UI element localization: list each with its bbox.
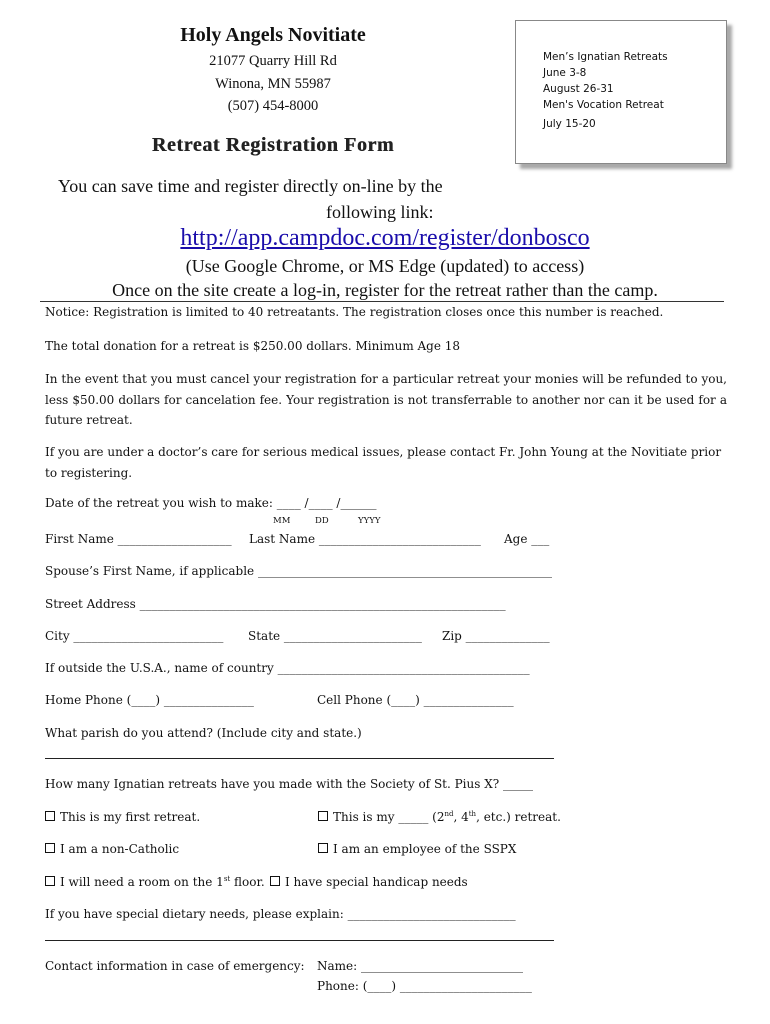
address-line-1: 21077 Quarry Hill Rd	[209, 53, 337, 69]
sspx-employee-label: I am an employee of the SSPX	[333, 842, 517, 856]
sspx-employee-option[interactable]	[318, 842, 516, 856]
dietary-answer-line[interactable]	[45, 940, 554, 941]
box-line-retreat-type: Men’s Ignatian Retreats	[543, 51, 668, 63]
country-field[interactable]: If outside the U.S.A., name of country __________________________________________	[45, 661, 530, 675]
handicap-needs-option[interactable]	[270, 875, 468, 889]
parish-answer-line[interactable]	[45, 758, 554, 759]
parish-question: What parish do you attend? (Include city and state.)	[45, 726, 362, 740]
site-instructions: Once on the site create a log-in, register for the retreat rather than the camp.	[112, 280, 658, 300]
spouse-name-field[interactable]: Spouse’s First Name, if applicable _________________________________________________	[45, 564, 552, 578]
first-floor-room-option[interactable]	[45, 875, 265, 889]
notice-medical: If you are under a doctor’s care for serious medical issues, please contact Fr. John Young at the Novitiate prior to registering.	[45, 445, 722, 480]
home-phone-field[interactable]: Home Phone (____) _______________	[45, 693, 254, 707]
checkbox-icon[interactable]	[318, 843, 328, 853]
emergency-contact-label: Contact information in case of emergency:	[45, 959, 305, 973]
emergency-name-field[interactable]: Name: ___________________________	[317, 959, 523, 973]
first-retreat-option[interactable]	[45, 810, 200, 824]
emergency-phone-field[interactable]: Phone: (____) ______________________	[317, 979, 532, 993]
cell-phone-field[interactable]: Cell Phone (____) _______________	[317, 693, 514, 707]
checkbox-icon[interactable]	[45, 811, 55, 821]
checkbox-icon[interactable]	[270, 876, 280, 886]
notice-cancellation: In the event that you must cancel your registration for a particular retreat your monies will be refunded to you, less $50.00 dollars for cancelation fee. Your registration is not transferrable to another nor can it be used for a future retreat.	[45, 372, 727, 427]
box-line-june-date: June 3-8	[543, 67, 587, 79]
first-retreat-label: This is my first retreat.	[60, 810, 201, 824]
intro-line-2: following link:	[326, 202, 434, 222]
notice-donation: The total donation for a retreat is $250.00 dollars. Minimum Age 18	[45, 339, 461, 353]
organization-name: Holy Angels Novitiate	[180, 24, 366, 46]
nth-retreat-label: This is my _____ (2nd, 4th, etc.) retreat.	[333, 810, 561, 824]
state-field[interactable]: State _______________________	[248, 629, 422, 643]
zip-field[interactable]: Zip ______________	[442, 629, 550, 643]
intro-line-1: You can save time and register directly on-line by the	[58, 176, 443, 196]
month-hint: MM	[273, 516, 291, 526]
checkbox-icon[interactable]	[318, 811, 328, 821]
day-hint: DD	[315, 516, 329, 526]
retreat-dates-box	[515, 20, 727, 164]
city-field[interactable]: City _________________________	[45, 629, 224, 643]
first-name-field[interactable]: First Name ___________________	[45, 532, 232, 546]
checkbox-icon[interactable]	[45, 843, 55, 853]
street-address-field[interactable]: Street Address _____________________________________________________________	[45, 597, 506, 611]
dietary-needs-field[interactable]: If you have special dietary needs, please explain: ____________________________	[45, 907, 516, 921]
checkbox-icon[interactable]	[45, 876, 55, 886]
registration-link[interactable]: http://app.campdoc.com/register/donbosco	[180, 225, 590, 251]
address-line-2: Winona, MN 55987	[215, 76, 331, 92]
browser-note: (Use Google Chrome, or MS Edge (updated) to access)	[185, 256, 585, 276]
notice-limit: Notice: Registration is limited to 40 retreatants. The registration closes once this number is reached.	[45, 305, 664, 319]
nth-retreat-option[interactable]	[318, 810, 561, 824]
form-title: Retreat Registration Form	[151, 134, 395, 156]
box-line-august-date: August 26-31	[543, 83, 614, 95]
first-floor-room-label: I will need a room on the 1st floor.	[60, 875, 265, 889]
box-line-july-date: July 15-20	[543, 118, 596, 130]
age-field[interactable]: Age ___	[504, 532, 550, 546]
box-line-vocation-retreat: Men's Vocation Retreat	[543, 99, 664, 111]
non-catholic-label: I am a non-Catholic	[60, 842, 180, 856]
handicap-needs-label: I have special handicap needs	[285, 875, 468, 889]
non-catholic-option[interactable]	[45, 842, 179, 856]
retreat-date-field[interactable]: Date of the retreat you wish to make: ____ /____ /______	[45, 496, 377, 510]
ignatian-retreats-field[interactable]: How many Ignatian retreats have you made with the Society of St. Pius X? _____	[45, 777, 534, 791]
year-hint: YYYY	[358, 516, 381, 526]
organization-phone: (507) 454-8000	[227, 98, 319, 114]
last-name-field[interactable]: Last Name ___________________________	[249, 532, 481, 546]
